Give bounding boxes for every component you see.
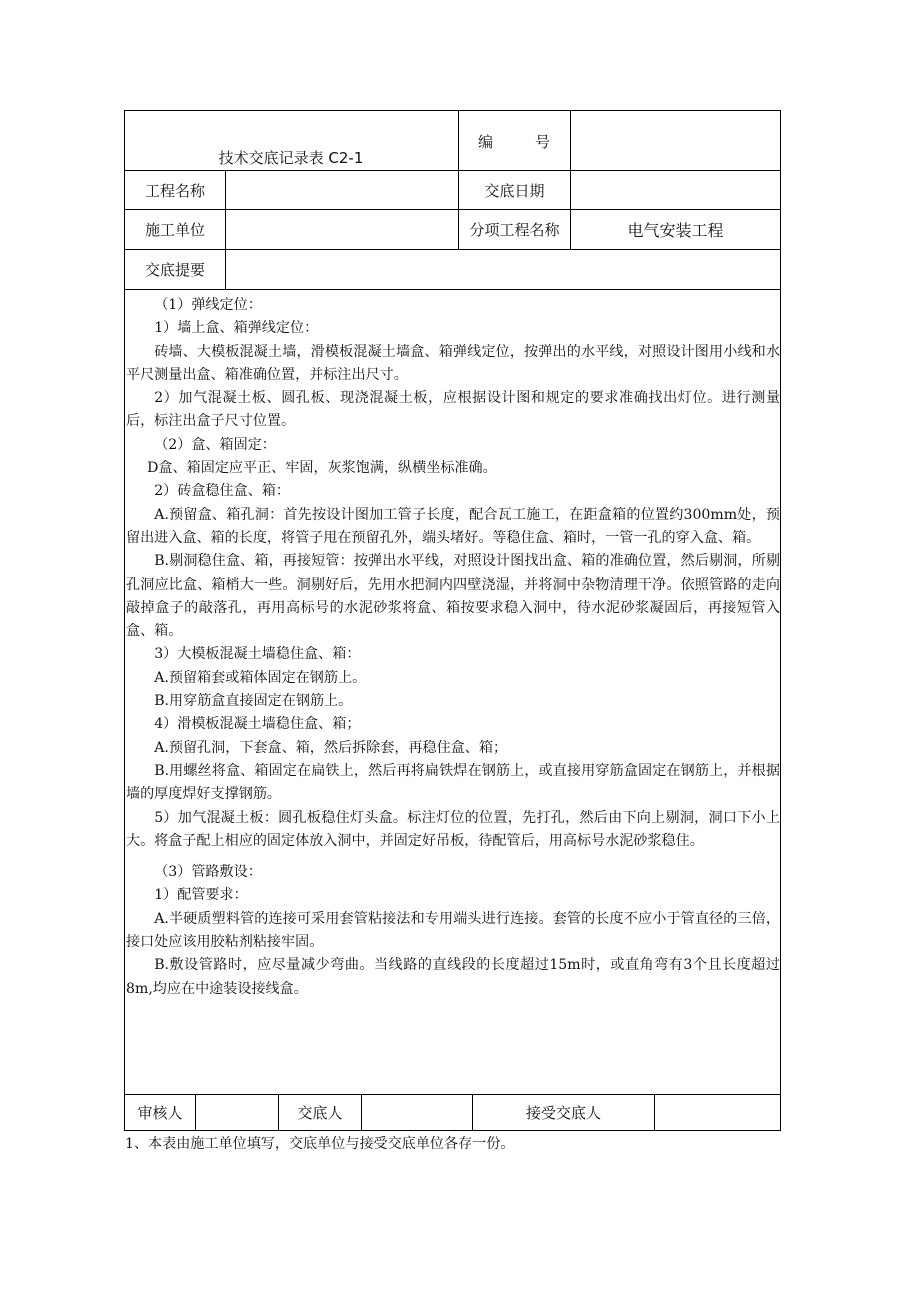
serial-number-label [478, 131, 550, 151]
content-paragraph: A.预留箱套或箱体固定在钢筋上。 [154, 669, 367, 686]
content-paragraph: B.用穿筋盒直接固定在钢筋上。 [154, 693, 353, 710]
content-subheading: 4）滑模板混凝土墙稳住盒、箱； [154, 716, 361, 733]
discloser-value[interactable] [362, 1095, 472, 1130]
form-note: 1、本表由施工单位填写，交底单位与接受交底单位各存一份。 [125, 1136, 515, 1152]
form-title: 技术交底记录表 C2-1 [218, 149, 364, 167]
content-paragraph: B.剔洞稳住盒、箱，再接短管：按弹出水平线，对照设计图找出盒、箱的准确位置，然后剔洞，所剔孔洞应比盒、箱梢大一些。洞剔好后，先用水把洞内四壁浇湿，并将洞中杂物清理干净。依照管路的走向敲掉盒子的敲落孔，再用高标号的水泥砂浆将盒、箱按要求稳入洞中，待水泥砂浆凝固后，再接短管入盒、箱。 [126, 553, 780, 640]
discloser-label: 交底人 [297, 1104, 343, 1122]
reviewer-label: 审核人 [137, 1104, 183, 1122]
receiver-value[interactable] [655, 1095, 780, 1130]
content-heading: （2）盒、箱固定： [154, 436, 276, 453]
row-divider [124, 289, 781, 290]
project-name-label: 工程名称 [144, 181, 205, 200]
content-paragraph: A.半硬质塑料管的连接可采用套管粘接法和专用端头进行连接。套管的长度不应小于管直径的三倍，接口处应该用胶粘剂粘接牢固。 [126, 910, 780, 951]
table-border-right [780, 110, 781, 1131]
content-paragraph: 2）加气混凝土板、圆孔板、现浇混凝土板，应根据设计图和规定的要求准确找出灯位。进行测量后，标注出盒子尺寸位置。 [126, 390, 780, 430]
content-paragraph: 砖墙、大模板混凝土墙，滑模板混凝土墙盒、箱弹线定位，按弹出的水平线，对照设计图用小线和水平尺测量出盒、箱准确位置，并标注出尺寸。 [126, 343, 780, 383]
content-paragraph: B.敷设管路时，应尽量减少弯曲。当线路的直线段的长度超过15m时，或直角弯有3个且长度超过8m,均应在中途装设接线盒。 [126, 957, 780, 997]
date-label: 交底日期 [484, 181, 545, 200]
content-heading: （3）管路敷设： [154, 864, 262, 881]
disclosure-content [126, 294, 780, 1001]
sub-project-label: 分项工程名称 [469, 221, 560, 239]
project-name-value[interactable] [226, 171, 458, 209]
content-paragraph: 5）加气混凝土板：圆孔板稳住灯头盒。标注灯位的位置，先打孔，然后由下向上剔洞，洞口下小上大。将盒子配上相应的固定体放入洞中，并固定好吊板，待配管后，用高标号水泥砂浆稳住。 [126, 809, 780, 849]
content-paragraph: A.预留孔洞，下套盒、箱，然后拆除套，再稳住盒、箱； [154, 739, 508, 756]
content-subheading: 1）墙上盒、箱弹线定位： [154, 320, 319, 337]
sub-project-value[interactable]: 电气安装工程 [627, 221, 724, 240]
reviewer-value[interactable] [196, 1095, 278, 1130]
construction-unit-label: 施工单位 [144, 221, 205, 239]
content-paragraph: A.预留盒、箱孔洞：首先按设计图加工管子长度，配合瓦工施工，在距盒箱的位置约300mm处，预留出进入盒、箱的长度，将管子甩在预留孔外，端头堵好。等稳住盒、箱时，一管一孔的穿入盒、箱。 [126, 506, 780, 546]
serial-label-char-2: 号 [534, 133, 550, 151]
content-heading: （1）弹线定位： [154, 297, 262, 313]
date-value[interactable] [571, 171, 780, 209]
serial-number-value[interactable] [571, 111, 780, 170]
content-paragraph: B.用螺丝将盒、箱固定在扁铁上，然后再将扁铁焊在钢筋上，或直接用穿筋盒固定在钢筋上，并根据墙的厚度焊好支撑钢筋。 [126, 762, 780, 803]
content-subheading: 3）大模板混凝土墙稳住盒、箱： [154, 646, 361, 663]
summary-label: 交底提要 [144, 261, 205, 279]
receiver-label: 接受交底人 [525, 1104, 601, 1122]
construction-unit-value[interactable] [226, 210, 458, 249]
summary-value[interactable] [226, 250, 780, 289]
content-subheading: 2）砖盒稳住盒、箱： [154, 483, 290, 500]
content-subheading: 1）配管要求： [154, 887, 248, 904]
table-border-bottom [124, 1130, 781, 1131]
serial-label-char-1: 编 [478, 133, 494, 151]
content-paragraph: D盒、箱固定应平正、牢固，灰浆饱满，纵横坐标准确。 [147, 460, 497, 477]
